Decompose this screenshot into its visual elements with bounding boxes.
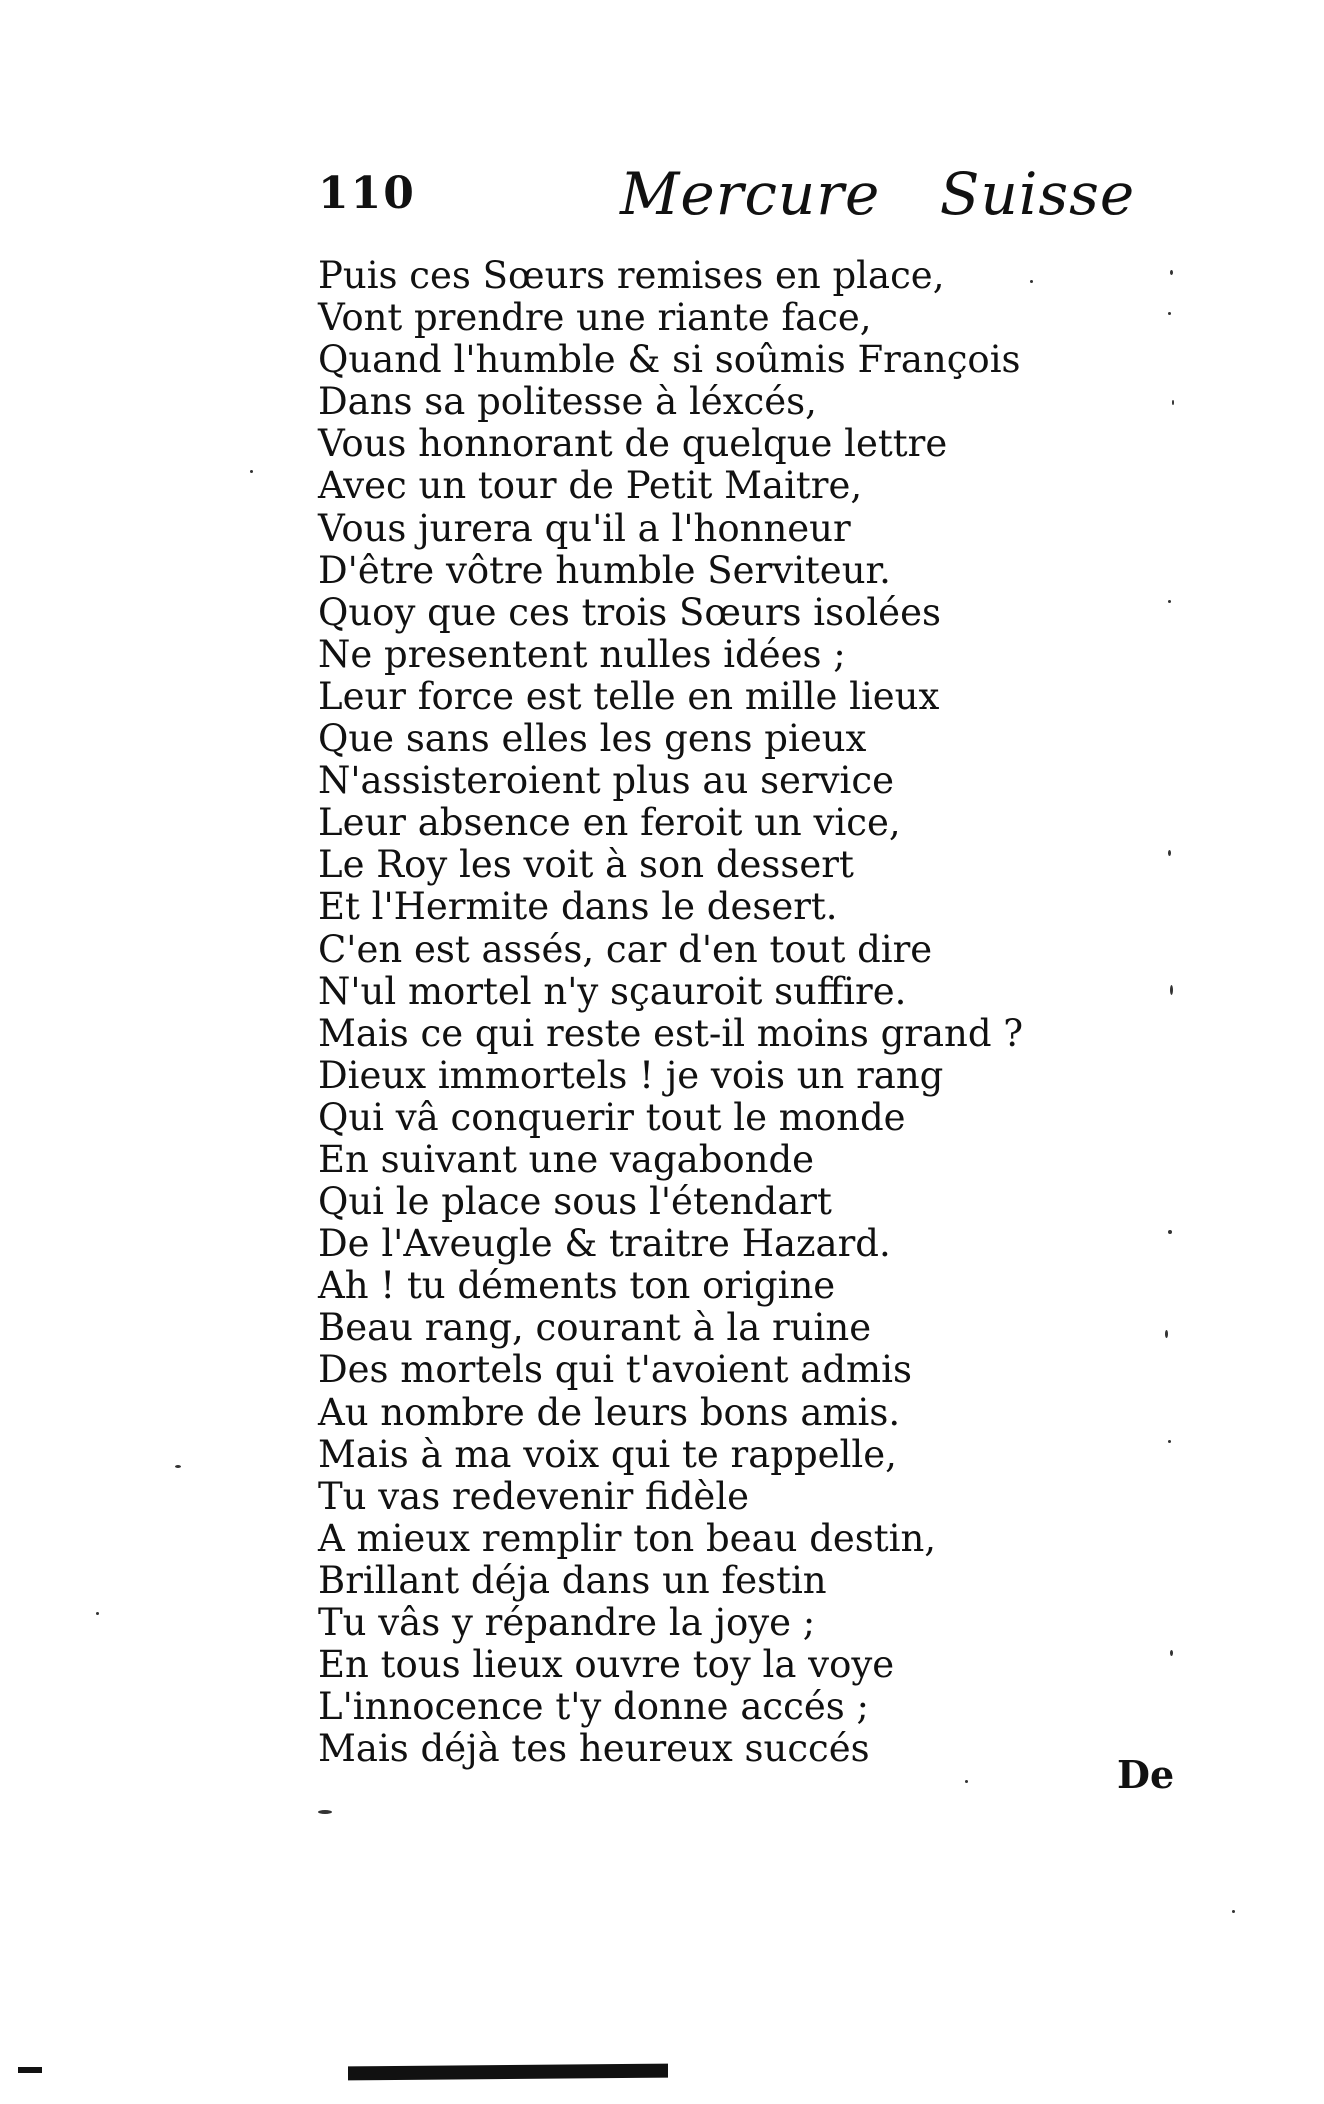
scan-speck bbox=[1172, 400, 1174, 405]
poem-line: Beau rang, courant à la ruine bbox=[318, 1306, 872, 1350]
poem-line: L'innocence t'y donne accés ; bbox=[318, 1685, 869, 1729]
scan-speck bbox=[318, 1810, 332, 1814]
poem-line: Puis ces Sœurs remises en place, bbox=[318, 254, 945, 297]
scan-speck bbox=[1168, 312, 1171, 315]
poem-line: Vous jurera qu'il a l'honneur bbox=[318, 506, 851, 550]
scan-speck bbox=[1170, 985, 1173, 995]
poem-line: C'en est assés, car d'en tout dire bbox=[318, 927, 933, 971]
poem-line: Vous honnorant de quelque lettre bbox=[318, 422, 948, 466]
catchword: De bbox=[1117, 1752, 1175, 1797]
poem-line: En suivant une vagabonde bbox=[318, 1137, 815, 1181]
scan-speck bbox=[1030, 280, 1033, 283]
poem-line: Le Roy les voit à son dessert bbox=[318, 843, 854, 887]
poem-line: Au nombre de leurs bons amis. bbox=[318, 1390, 901, 1434]
poem-line: Leur force est telle en mille lieux bbox=[318, 674, 940, 718]
poem-line: Dieux immortels ! je vois un rang bbox=[318, 1053, 944, 1097]
poem-line: Qui le place sous l'étendart bbox=[318, 1180, 832, 1224]
poem-line: Que sans elles les gens pieux bbox=[318, 717, 867, 761]
poem-line: N'assisteroient plus au service bbox=[318, 759, 894, 803]
scan-speck bbox=[96, 1612, 99, 1615]
scan-speck bbox=[1168, 1230, 1172, 1234]
scan-speck bbox=[1168, 850, 1171, 856]
poem-line: D'être vôtre humble Serviteur. bbox=[318, 548, 891, 592]
scan-speck bbox=[1165, 1330, 1168, 1338]
poem-line: N'ul mortel n'y sçauroit suffire. bbox=[318, 969, 907, 1013]
poem-line: Mais déjà tes heureux succés bbox=[318, 1727, 870, 1771]
scan-speck bbox=[1168, 1440, 1171, 1443]
poem-line: Qui vâ conquerir tout le monde bbox=[318, 1095, 906, 1139]
poem-line: Leur absence en feroit un vice, bbox=[318, 801, 901, 845]
poem-line: Ne presentent nulles idées ; bbox=[318, 632, 846, 676]
poem-line: Brillant déja dans un festin bbox=[318, 1558, 827, 1602]
scan-speck bbox=[1170, 1650, 1173, 1656]
poem-line: De l'Aveugle & traitre Hazard. bbox=[318, 1222, 891, 1266]
poem-line: Vont prendre une riante face, bbox=[318, 296, 872, 340]
edge-mark bbox=[18, 2067, 42, 2073]
poem-line: Tu vâs y répandre la joye ; bbox=[318, 1601, 816, 1644]
page-number: 110 bbox=[318, 168, 416, 219]
bottom-rule bbox=[348, 2064, 668, 2081]
scan-speck bbox=[250, 470, 253, 473]
scan-speck bbox=[1170, 270, 1173, 275]
poem-line: A mieux remplir ton beau destin, bbox=[318, 1516, 937, 1560]
poem-line: Dans sa politesse à léxcés, bbox=[318, 380, 817, 424]
poem-line: Quand l'humble & si soûmis François bbox=[318, 338, 1021, 382]
poem-line: Avec un tour de Petit Maitre, bbox=[318, 464, 863, 508]
poem-line: Et l'Hermite dans le desert. bbox=[318, 885, 838, 929]
poem-line: Quoy que ces trois Sœurs isolées bbox=[318, 590, 941, 634]
poem-line: En tous lieux ouvre toy la voye bbox=[318, 1643, 895, 1687]
scan-speck bbox=[965, 1780, 968, 1783]
running-title: Mercure Suisse bbox=[620, 160, 1136, 228]
poem-text bbox=[318, 254, 1024, 1771]
poem-line: Des mortels qui t'avoient admis bbox=[318, 1348, 912, 1392]
poem-line: Ah ! tu déments ton origine bbox=[318, 1264, 836, 1308]
poem-line: Mais à ma voix qui te rappelle, bbox=[318, 1432, 897, 1476]
poem-line: Tu vas redevenir fidèle bbox=[318, 1474, 750, 1518]
scan-speck bbox=[1232, 1910, 1235, 1913]
scan-speck bbox=[175, 1465, 181, 1468]
scan-speck bbox=[1168, 600, 1171, 603]
poem-line: Mais ce qui reste est-il moins grand ? bbox=[318, 1011, 1024, 1055]
